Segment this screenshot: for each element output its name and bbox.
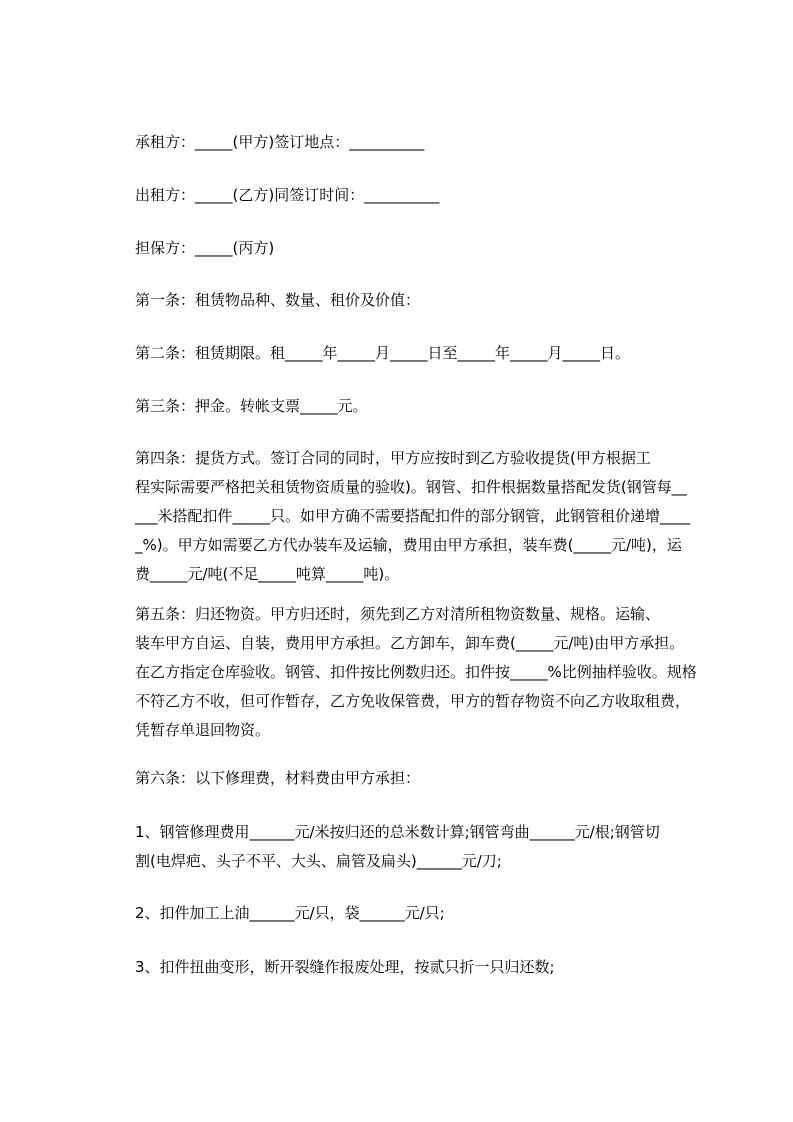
repair-item-1-line: 割(电焊疤、头子不平、大头、扁管及扁头)______元/刀; bbox=[135, 852, 502, 870]
article-4-line: ___米搭配扣件_____只。如甲方确不需要搭配扣件的部分钢管，此钢管租价递增____ bbox=[135, 507, 691, 525]
repair-item-2: 2、扣件加工上油______元/只，袋______元/只; bbox=[135, 904, 445, 922]
article-1: 第一条：租赁物品种、数量、租价及价值： bbox=[135, 291, 421, 309]
article-5-line: 装车甲方自运、自装，费用甲方承担。乙方卸车，卸车费(_____元/吨)由甲方承担。 bbox=[135, 634, 685, 652]
article-4-line: 费_____元/吨(不足_____吨算_____吨)。 bbox=[135, 565, 400, 583]
repair-item-3: 3、扣件扭曲变形，断开裂缝作报废处理，按贰只折一只归还数; bbox=[135, 958, 555, 976]
article-4-line: 第四条：提货方式。签订合同的同时，甲方应按时到乙方验收提货(甲方根据工 bbox=[135, 449, 651, 467]
article-4-line: _%)。甲方如需要乙方代办装车及运输，费用由甲方承担，装车费(_____元/吨)，运 bbox=[135, 536, 682, 554]
article-6: 第六条：以下修理费，材料费由甲方承担： bbox=[135, 769, 421, 787]
article-4 bbox=[135, 444, 712, 589]
article-4-line: 程实际需要严格把关租赁物资质量的验收)。钢管、扣件根据数量搭配发货(钢管每__ bbox=[135, 478, 687, 496]
article-5-line: 凭暂存单退回物资。 bbox=[135, 721, 271, 739]
article-5 bbox=[135, 600, 712, 745]
article-5-line: 不符乙方不收，但可作暂存，乙方免收保管费，甲方的暂存物资不向乙方收取租费， bbox=[135, 692, 691, 710]
repair-item-1 bbox=[135, 818, 712, 876]
guarantor-line: 担保方：_____(丙方) bbox=[135, 239, 275, 257]
lessee-line: 承租方：_____(甲方)签订地点：__________ bbox=[135, 133, 425, 151]
article-3: 第三条：押金。转帐支票_____元。 bbox=[135, 397, 368, 415]
article-5-line: 在乙方指定仓库验收。钢管、扣件按比例数归还。扣件按_____%比例抽样验收。规格 bbox=[135, 663, 697, 681]
lessor-line: 出租方：_____(乙方)同签订时间：__________ bbox=[135, 186, 440, 204]
article-2: 第二条：租赁期限。租_____年_____月_____日至_____年_____月_____日。 bbox=[135, 344, 631, 362]
repair-item-1-line: 1、钢管修理费用______元/米按归还的总米数计算;钢管弯曲______元/根;钢管切 bbox=[135, 823, 660, 841]
article-5-line: 第五条：归还物资。甲方归还时，须先到乙方对清所租物资数量、规格。运输、 bbox=[135, 605, 661, 623]
